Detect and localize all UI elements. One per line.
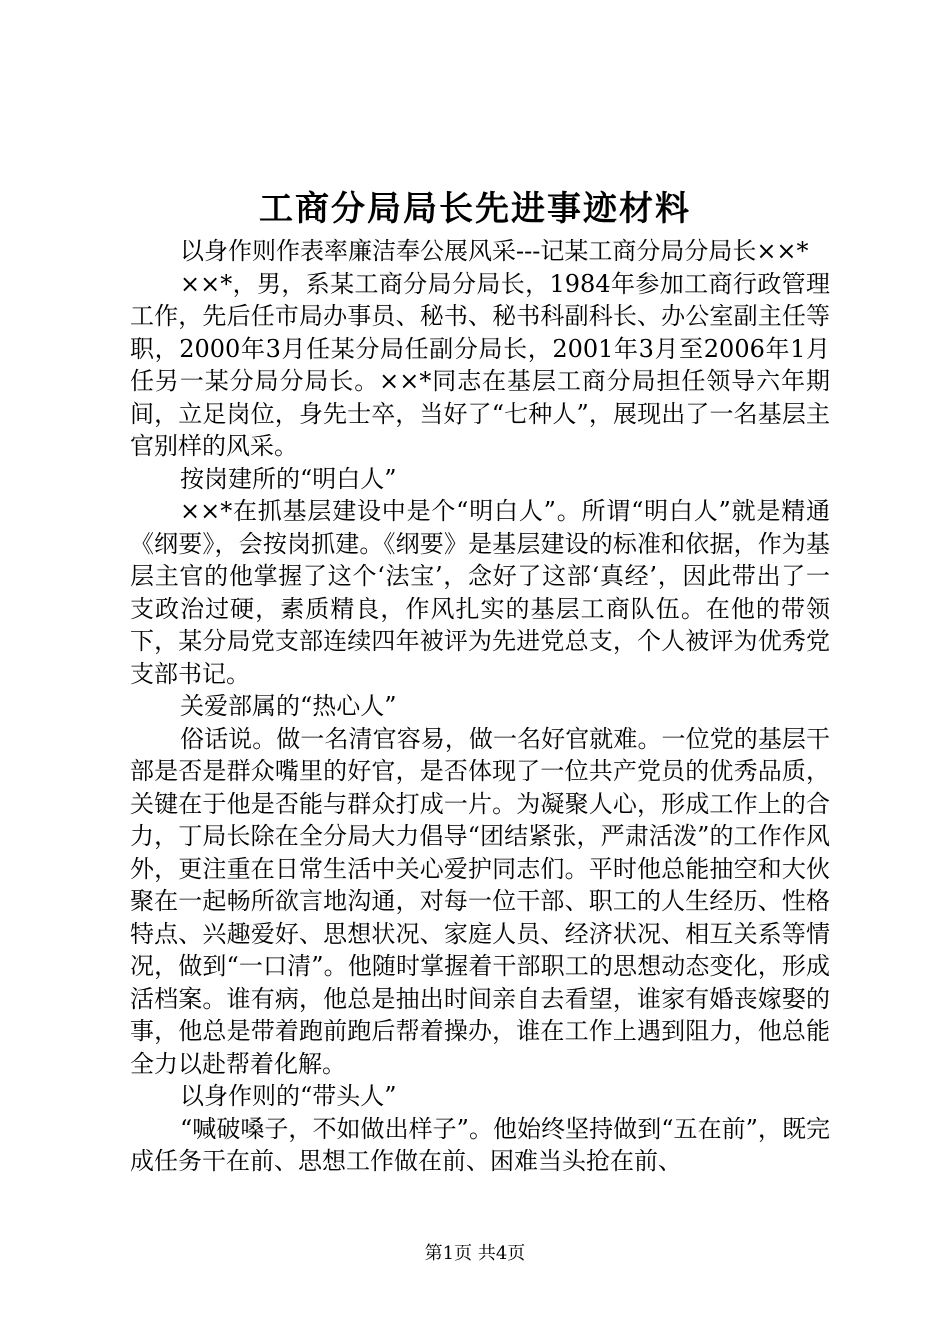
page-title: 工商分局局长先进事迹材料: [259, 189, 691, 229]
section-heading: 按岗建所的“明白人”: [180, 464, 397, 493]
body-paragraph: 俗话说。做一名清官容易，做一名好官就难。一位党的基层干部是否是群众嘴里的好官，是否体现了一位共产党员的优秀品质，关键在于他是否能与群众打成一片。为凝聚人心，形成工作上的合力，丁局长除在全分局大力倡导“团结紧张，严肃活泼”的工作作风外，更注重在日常生活中关心爱护同志们。平时他总能抽空和大伙聚在一起畅所欲言地沟通，对每一位干部、职工的人生经历、性格特点、兴趣爱好、思想状况、家庭人员、经济状况、相互关系等情况，做到“一口清”。他随时掌握着干部职工的思想动态变化，形成活档案。谁有病，他总是抽出时间亲自去看望，谁家有婚丧嫁娶的事，他总是带着跑前跑后帮着操办，谁在工作上遇到阻力，他总能全力以赴帮着化解。: [130, 724, 830, 1078]
section-heading: 关爱部属的“热心人”: [180, 692, 397, 720]
subtitle-paragraph: 以身作则作表率廉洁奉公展风采---记某工商分局分局长××*: [180, 237, 809, 265]
section-heading: 以身作则的“带头人”: [180, 1082, 397, 1110]
body-paragraph: ××*在抓基层建设中是个“明白人”。所谓“明白人”就是精通《纲要》，会按岗抓建。《纲要》是基层建设的标准和依据，作为基层主官的他掌握了这个‘法宝’，念好了这部‘真经’，因此带出了一支政治过硬，素质精良，作风扎实的基层工商队伍。在他的带领下，某分局党支部连续四年被评为先进党总支，个人被评为优秀党支部书记。: [130, 497, 830, 688]
document-body: [130, 235, 830, 1178]
body-paragraph: “喊破嗓子，不如做出样子”。他始终坚持做到“五在前”，既完成任务干在前、思想工作做在前、困难当头抢在前、: [130, 1114, 830, 1175]
body-paragraph: ××*，男，系某工商分局分局长，1984年参加工商行政管理工作，先后任市局办事员、秘书、秘书科副科长、办公室副主任等职，2000年3月任某分局任副分局长，2001年3月至2006年1月任另一某分局分局长。××*同志在基层工商分局担任领导六年期间，立足岗位，身先士卒，当好了“七种人”，展现出了一名基层主官别样的风采。: [130, 269, 830, 460]
page-number-footer: 第1页 共4页: [424, 1243, 526, 1264]
